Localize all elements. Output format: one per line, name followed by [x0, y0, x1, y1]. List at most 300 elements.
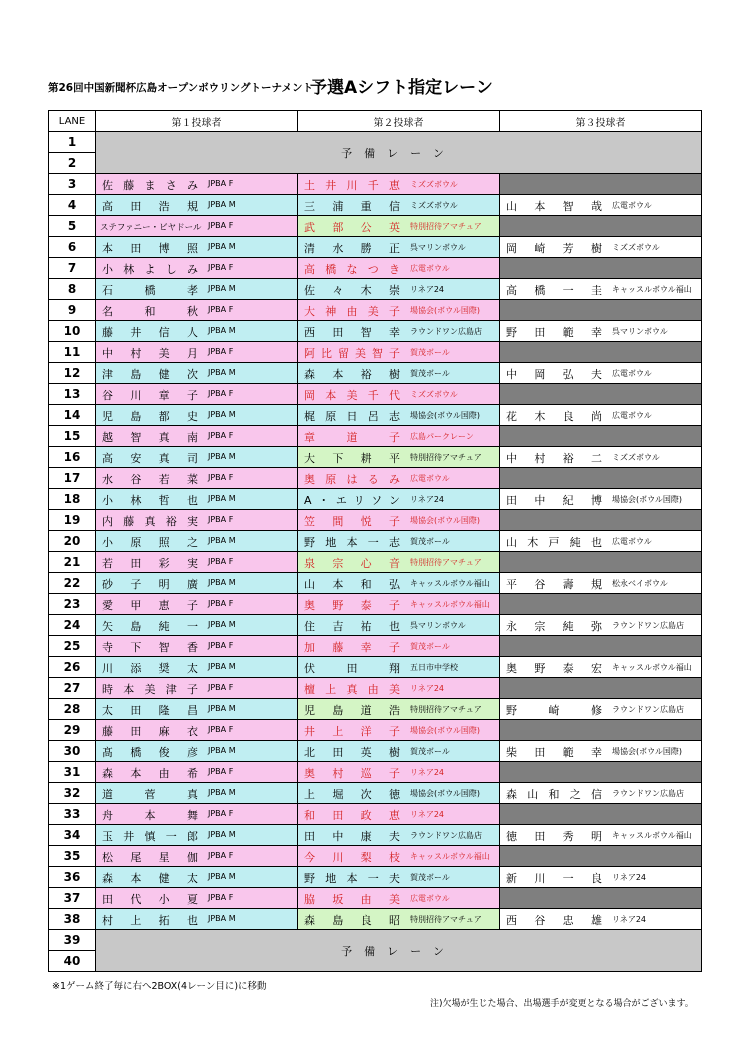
bowler-name: 檀上真由美 — [304, 683, 400, 696]
bowler-affiliation: 広電ボウル — [410, 894, 450, 903]
bowler-cell — [96, 510, 298, 531]
bowler-name: 津島健次 — [102, 368, 198, 381]
bowler-affiliation: JPBA M — [208, 872, 236, 881]
bowler-cell — [96, 300, 298, 321]
bowler-name: 児島都史 — [102, 410, 198, 423]
tournament-name: 第26回中国新聞杯広島オープンボウリングトーナメント — [48, 82, 314, 94]
bowler-name: 玉井慎一郎 — [102, 830, 198, 843]
disclaimer-note: 注)欠場が生じた場合、出場選手が変更となる場合がございます。 — [430, 999, 694, 1009]
bowler-affiliation: JPBA F — [208, 179, 234, 188]
bowler-affiliation: JPBA M — [208, 620, 236, 629]
bowler-cell — [298, 552, 500, 573]
bowler-affiliation: JPBA F — [208, 347, 234, 356]
bowler-cell — [298, 468, 500, 489]
lane-number: 6 — [49, 237, 96, 258]
bowler-affiliation: リネア24 — [410, 768, 445, 777]
bowler-affiliation: JPBA F — [208, 473, 234, 482]
bowler2-header: 第２投球者 — [298, 111, 500, 132]
bowler-cell — [500, 741, 702, 762]
bowler-cell — [96, 741, 298, 762]
table-header-row — [49, 111, 702, 132]
table-row — [49, 405, 702, 426]
bowler-name: 梶原日呂志 — [304, 410, 400, 423]
bowler-cell — [96, 804, 298, 825]
table-row — [49, 678, 702, 699]
bowler-name: 上堀次徳 — [304, 788, 400, 801]
lane-number: 23 — [49, 594, 96, 615]
bowler-cell — [96, 615, 298, 636]
bowler-name: A・エリソン — [304, 494, 400, 507]
reserve-lane-label: 予備レーン — [96, 132, 702, 174]
empty-slot — [500, 342, 702, 363]
empty-slot — [500, 216, 702, 237]
bowler-affiliation: 広電ボウル — [612, 537, 652, 546]
bowler-affiliation: JPBA M — [208, 830, 236, 839]
bowler-affiliation: JPBA M — [208, 914, 236, 923]
bowler-affiliation: 賀茂ボール — [410, 537, 450, 546]
bowler-name: 西谷忠雄 — [506, 914, 602, 927]
bowler-affiliation: JPBA F — [208, 221, 234, 230]
bowler-name: 森本由希 — [102, 767, 198, 780]
bowler-cell — [96, 846, 298, 867]
bowler-affiliation: 場協会(ボウル国際) — [410, 411, 481, 420]
bowler-cell — [96, 426, 298, 447]
bowler-name: 田中康夫 — [304, 830, 400, 843]
bowler-cell — [500, 573, 702, 594]
bowler-name: 名和秋 — [102, 305, 198, 318]
bowler-affiliation: ラウンドワン広島店 — [612, 705, 684, 714]
bowler-affiliation: JPBA F — [208, 683, 234, 692]
bowler-affiliation: 賀茂ボール — [410, 873, 450, 882]
bowler-cell — [298, 426, 500, 447]
bowler-cell — [298, 783, 500, 804]
bowler-affiliation: 場協会(ボウル国際) — [410, 789, 481, 798]
lane-number: 33 — [49, 804, 96, 825]
lane-number: 17 — [49, 468, 96, 489]
bowler-cell — [298, 594, 500, 615]
bowler-name: 佐々木崇 — [304, 284, 400, 297]
lane-number: 22 — [49, 573, 96, 594]
bowler-cell — [96, 699, 298, 720]
bowler-cell — [298, 909, 500, 930]
bowler-cell — [298, 657, 500, 678]
bowler-affiliation: JPBA F — [208, 725, 234, 734]
bowler-name: 山本和弘 — [304, 578, 400, 591]
bowler-cell — [500, 447, 702, 468]
bowler-name: 石橋孝 — [102, 284, 198, 297]
bowler-cell — [96, 657, 298, 678]
bowler-name: 平谷壽規 — [506, 578, 602, 591]
bowler-name: 西田智幸 — [304, 326, 400, 339]
table-row — [49, 741, 702, 762]
bowler-name: 高田浩規 — [102, 200, 198, 213]
lane-number: 38 — [49, 909, 96, 930]
lane-number: 36 — [49, 867, 96, 888]
table-row — [49, 909, 702, 930]
lane-number: 18 — [49, 489, 96, 510]
lane-number: 7 — [49, 258, 96, 279]
bowler-cell — [298, 447, 500, 468]
bowler-cell — [500, 237, 702, 258]
bowler-name: 越智真南 — [102, 431, 198, 444]
bowler-affiliation: 特別招待アマチュア — [410, 915, 482, 924]
table-row — [49, 447, 702, 468]
bowler-affiliation: JPBA F — [208, 557, 234, 566]
lane-number: 35 — [49, 846, 96, 867]
empty-slot — [500, 720, 702, 741]
bowler-affiliation: リネア24 — [612, 915, 647, 924]
bowler-name: 道菅真 — [102, 788, 198, 801]
bowler-cell — [298, 489, 500, 510]
bowler-name: 高橋なつき — [304, 263, 400, 276]
table-row — [49, 321, 702, 342]
bowler-cell — [298, 867, 500, 888]
bowler-affiliation: JPBA F — [208, 515, 234, 524]
bowler-name: 川添奨太 — [102, 662, 198, 675]
bowler-name: 井上洋子 — [304, 725, 400, 738]
bowler-cell — [96, 762, 298, 783]
bowler-name: 太田隆昌 — [102, 704, 198, 717]
lane-number: 28 — [49, 699, 96, 720]
bowler-affiliation: JPBA F — [208, 431, 234, 440]
bowler-cell — [298, 741, 500, 762]
bowler-cell — [96, 321, 298, 342]
lane-number: 27 — [49, 678, 96, 699]
lane-number: 20 — [49, 531, 96, 552]
table-row — [49, 720, 702, 741]
empty-slot — [500, 846, 702, 867]
lane-header: LANE — [49, 111, 96, 132]
bowler-name: 今川梨枝 — [304, 851, 400, 864]
bowler-affiliation: 広電ボウル — [612, 411, 652, 420]
bowler-cell — [298, 258, 500, 279]
lane-number: 40 — [49, 951, 96, 972]
empty-slot — [500, 888, 702, 909]
bowler-cell — [298, 300, 500, 321]
table-row — [49, 174, 702, 195]
document-header — [48, 72, 728, 102]
bowler-name: 田中紀博 — [506, 494, 602, 507]
bowler-cell — [298, 174, 500, 195]
bowler-name: 小原照之 — [102, 536, 198, 549]
bowler-affiliation: キャッスルボウル福山 — [410, 600, 490, 609]
bowler-affiliation: JPBA M — [208, 284, 236, 293]
bowler-name: 山本智哉 — [506, 200, 602, 213]
bowler-name: 児島道浩 — [304, 704, 400, 717]
bowler-name: 阿比留美智子 — [304, 347, 400, 360]
table-row — [49, 846, 702, 867]
bowler-name: 武部公英 — [304, 221, 400, 234]
table-row — [49, 552, 702, 573]
reserve-lane-label: 予備レーン — [96, 930, 702, 972]
bowler-affiliation: ラウンドワン広島店 — [410, 831, 482, 840]
bowler-affiliation: 場協会(ボウル国際) — [612, 747, 683, 756]
bowler-affiliation: ラウンドワン広島店 — [410, 327, 482, 336]
bowler-cell — [96, 720, 298, 741]
bowler-affiliation: JPBA M — [208, 494, 236, 503]
bowler-affiliation: 場協会(ボウル国際) — [410, 726, 481, 735]
document-title: 予選Aシフト指定レーン — [310, 78, 493, 98]
bowler-name: 加藤幸子 — [304, 641, 400, 654]
empty-slot — [500, 678, 702, 699]
bowler-cell — [500, 195, 702, 216]
table-row — [49, 237, 702, 258]
lane-number: 19 — [49, 510, 96, 531]
bowler-cell — [298, 762, 500, 783]
bowler-cell — [500, 615, 702, 636]
lane-number: 9 — [49, 300, 96, 321]
bowler-affiliation: 特別招待アマチュア — [410, 222, 482, 231]
bowler-name: 愛甲恵子 — [102, 599, 198, 612]
table-row — [49, 657, 702, 678]
table-row — [49, 699, 702, 720]
bowler-affiliation: JPBA M — [208, 788, 236, 797]
bowler-cell — [96, 783, 298, 804]
bowler-affiliation: ミズズボウル — [612, 243, 660, 252]
empty-slot — [500, 426, 702, 447]
bowler-cell — [298, 615, 500, 636]
bowler-name: 泉宗心音 — [304, 557, 400, 570]
bowler-cell — [96, 636, 298, 657]
bowler-name: 野地本一志 — [304, 536, 400, 549]
bowler-name: 森本裕樹 — [304, 368, 400, 381]
bowler-affiliation: JPBA F — [208, 893, 234, 902]
bowler-name: 砂子明廣 — [102, 578, 198, 591]
bowler-name: 若田彩実 — [102, 557, 198, 570]
bowler-cell — [298, 573, 500, 594]
table-row — [49, 384, 702, 405]
lane-number: 26 — [49, 657, 96, 678]
bowler-name: 田代小夏 — [102, 893, 198, 906]
bowler-affiliation: JPBA F — [208, 809, 234, 818]
bowler-cell — [500, 321, 702, 342]
table-row — [49, 615, 702, 636]
bowler-cell — [298, 342, 500, 363]
bowler-affiliation: 呉マリンボウル — [612, 327, 668, 336]
empty-slot — [500, 174, 702, 195]
bowler-name: 髙橋俊彦 — [102, 746, 198, 759]
empty-slot — [500, 594, 702, 615]
bowler-name: 矢島純一 — [102, 620, 198, 633]
bowler-cell — [500, 279, 702, 300]
bowler-name: 野崎修 — [506, 704, 602, 717]
bowler-name: 野田範幸 — [506, 326, 602, 339]
lane-number: 13 — [49, 384, 96, 405]
table-row — [49, 426, 702, 447]
bowler-name: 中岡弘夫 — [506, 368, 602, 381]
bowler-name: 大下耕平 — [304, 452, 400, 465]
table-row — [49, 195, 702, 216]
bowler-cell — [96, 489, 298, 510]
bowler-name: 中村美月 — [102, 347, 198, 360]
bowler-name: 奥村巡子 — [304, 767, 400, 780]
lane-number: 4 — [49, 195, 96, 216]
bowler-name: 本田博照 — [102, 242, 198, 255]
bowler-name: 章道子 — [304, 431, 400, 444]
bowler-name: 森島良昭 — [304, 914, 400, 927]
bowler-cell — [298, 804, 500, 825]
lane-number: 1 — [49, 132, 96, 153]
bowler-cell — [298, 237, 500, 258]
bowler-affiliation: JPBA F — [208, 599, 234, 608]
bowler-cell — [298, 321, 500, 342]
bowler-cell — [96, 573, 298, 594]
bowler-affiliation: JPBA M — [208, 326, 236, 335]
bowler-name: 土井川千恵 — [304, 179, 400, 192]
table-row — [49, 468, 702, 489]
bowler-affiliation: 賀茂ボール — [410, 348, 450, 357]
bowler-affiliation: キャッスルボウル福山 — [410, 579, 490, 588]
bowler-name: 脇坂由美 — [304, 893, 400, 906]
bowler-cell — [96, 195, 298, 216]
bowler-affiliation: 特別招待アマチュア — [410, 705, 482, 714]
empty-slot — [500, 384, 702, 405]
bowler-affiliation: 広電ボウル — [410, 264, 450, 273]
bowler-name: 岡崎芳樹 — [506, 242, 602, 255]
bowler-name: 新川一良 — [506, 872, 602, 885]
bowler3-header: 第３投球者 — [500, 111, 702, 132]
bowler-cell — [96, 867, 298, 888]
bowler-cell — [96, 279, 298, 300]
bowler-cell — [96, 342, 298, 363]
bowler-name: 松尾星伽 — [102, 851, 198, 864]
bowler-cell — [500, 699, 702, 720]
bowler-cell — [96, 531, 298, 552]
lane-number: 10 — [49, 321, 96, 342]
table-row — [49, 867, 702, 888]
lane-number: 2 — [49, 153, 96, 174]
bowler-name: 水谷若菜 — [102, 473, 198, 486]
empty-slot — [500, 468, 702, 489]
bowler-name: 三浦重信 — [304, 200, 400, 213]
table-row — [49, 636, 702, 657]
bowler-name: 野地本一夫 — [304, 872, 400, 885]
bowler-cell — [96, 447, 298, 468]
bowler-affiliation: リネア24 — [410, 285, 445, 294]
bowler-affiliation: JPBA F — [208, 641, 234, 650]
bowler-name: 山木戸純也 — [506, 536, 602, 549]
bowler-affiliation: JPBA F — [208, 389, 234, 398]
lane-assignment-table — [48, 110, 702, 972]
bowler-affiliation: 広島パークレーン — [410, 432, 474, 441]
bowler-name: 柴田範幸 — [506, 746, 602, 759]
bowler-name: 森本健太 — [102, 872, 198, 885]
bowler-affiliation: リネア24 — [612, 873, 647, 882]
bowler-affiliation: JPBA F — [208, 767, 234, 776]
bowler-affiliation: キャッスルボウル福山 — [612, 285, 692, 294]
bowler-cell — [500, 531, 702, 552]
table-row — [49, 783, 702, 804]
bowler-cell — [500, 867, 702, 888]
bowler-cell — [500, 909, 702, 930]
bowler-cell — [298, 531, 500, 552]
lane-number: 25 — [49, 636, 96, 657]
bowler-cell — [96, 678, 298, 699]
table-row — [49, 342, 702, 363]
bowler-cell — [96, 468, 298, 489]
bowler-cell — [96, 174, 298, 195]
bowler-cell — [500, 825, 702, 846]
bowler-name: ステファニー・ビヤドール — [100, 223, 202, 233]
bowler-cell — [96, 594, 298, 615]
lane-number: 29 — [49, 720, 96, 741]
bowler-cell — [298, 636, 500, 657]
bowler-affiliation: 賀茂ボール — [410, 642, 450, 651]
bowler-cell — [96, 384, 298, 405]
bowler-affiliation: リネア24 — [410, 684, 445, 693]
bowler-cell — [298, 279, 500, 300]
bowler-cell — [298, 699, 500, 720]
lane-number: 16 — [49, 447, 96, 468]
bowler-cell — [500, 363, 702, 384]
table-row — [49, 300, 702, 321]
bowler-name: 奥野泰子 — [304, 599, 400, 612]
lane-number: 34 — [49, 825, 96, 846]
bowler-affiliation: 呉マリンボウル — [410, 243, 466, 252]
bowler-cell — [500, 405, 702, 426]
bowler-cell — [96, 237, 298, 258]
bowler-affiliation: ミズズボウル — [410, 390, 458, 399]
bowler-affiliation: JPBA M — [208, 704, 236, 713]
reserve-row-bottom — [49, 930, 702, 951]
bowler-affiliation: ミズズボウル — [410, 180, 458, 189]
bowler-name: 時本美津子 — [102, 683, 198, 696]
bowler-affiliation: 広電ボウル — [410, 474, 450, 483]
lane-number: 37 — [49, 888, 96, 909]
bowler-affiliation: 場協会(ボウル国際) — [612, 495, 683, 504]
bowler-cell — [298, 720, 500, 741]
table-row — [49, 363, 702, 384]
bowler-affiliation: JPBA F — [208, 263, 234, 272]
bowler-cell — [298, 384, 500, 405]
table-row — [49, 531, 702, 552]
bowler-affiliation: JPBA M — [208, 452, 236, 461]
lane-number: 3 — [49, 174, 96, 195]
bowler-name: 谷川章子 — [102, 389, 198, 402]
reserve-row-top — [49, 132, 702, 153]
empty-slot — [500, 804, 702, 825]
bowler-affiliation: 特別招待アマチュア — [410, 558, 482, 567]
bowler-name: 和田政恵 — [304, 809, 400, 822]
bowler-name: 北田英樹 — [304, 746, 400, 759]
empty-slot — [500, 636, 702, 657]
bowler-name: 大神由美子 — [304, 305, 400, 318]
lane-number: 11 — [49, 342, 96, 363]
bowler-cell — [500, 783, 702, 804]
lane-number: 32 — [49, 783, 96, 804]
bowler-affiliation: JPBA M — [208, 410, 236, 419]
bowler-affiliation: 広電ボウル — [612, 201, 652, 210]
bowler-affiliation: 賀茂ボール — [410, 747, 450, 756]
lane-number: 12 — [49, 363, 96, 384]
bowler-affiliation: リネア24 — [410, 495, 445, 504]
bowler-cell — [298, 510, 500, 531]
bowler-name: 森山和之信 — [506, 788, 602, 801]
bowler-affiliation: 特別招待アマチュア — [410, 453, 482, 462]
bowler-affiliation: JPBA M — [208, 746, 236, 755]
table-row — [49, 216, 702, 237]
bowler-affiliation: キャッスルボウル福山 — [612, 663, 692, 672]
lane-number: 14 — [49, 405, 96, 426]
table-row — [49, 762, 702, 783]
bowler-cell — [96, 216, 298, 237]
bowler-cell — [298, 888, 500, 909]
bowler-affiliation: キャッスルボウル福山 — [410, 852, 490, 861]
lane-number: 24 — [49, 615, 96, 636]
bowler-name: 奥野泰宏 — [506, 662, 602, 675]
bowler-affiliation: 場協会(ボウル国際) — [410, 306, 481, 315]
empty-slot — [500, 300, 702, 321]
